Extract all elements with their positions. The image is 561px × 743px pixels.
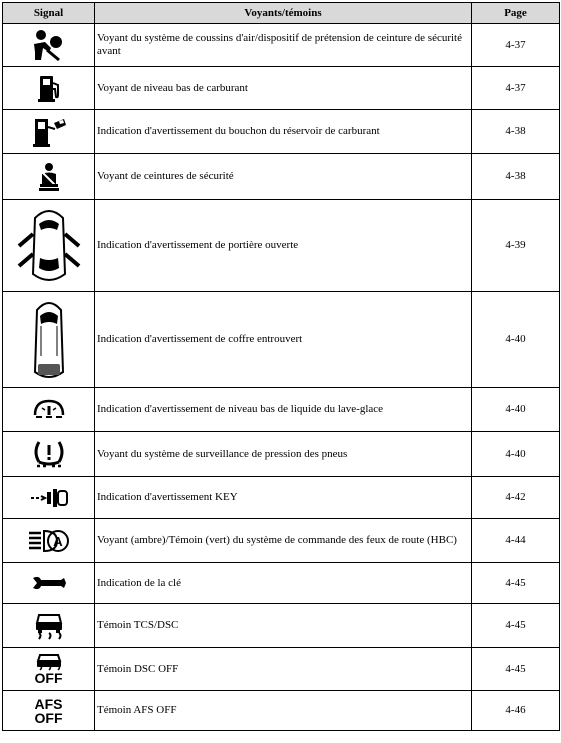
table-row	[3, 388, 560, 432]
table-row	[3, 519, 560, 563]
page-cell: 4-42	[472, 477, 560, 519]
description-cell: Témoin AFS OFF	[95, 691, 472, 731]
signal-cell	[3, 519, 95, 563]
page-cell: 4-40	[472, 292, 560, 388]
signal-cell	[3, 691, 95, 731]
signal-cell	[3, 292, 95, 388]
page-cell: 4-44	[472, 519, 560, 563]
signal-cell	[3, 388, 95, 432]
tcs-dsc-icon	[33, 611, 65, 641]
page-cell: 4-39	[472, 200, 560, 292]
page-cell: 4-45	[472, 604, 560, 648]
description-cell: Indication d'avertissement de coffre entrouvert	[95, 292, 472, 388]
header-description: Voyants/témoins	[95, 3, 472, 24]
table-row	[3, 432, 560, 477]
high-beam-control-icon	[27, 528, 71, 554]
signal-cell	[3, 154, 95, 200]
description-cell: Indication de la clé	[95, 563, 472, 604]
description-cell: Indication d'avertissement KEY	[95, 477, 472, 519]
low-fuel-icon	[34, 73, 64, 103]
table-row	[3, 154, 560, 200]
tire-pressure-icon	[31, 438, 67, 470]
svg-text:A: A	[52, 533, 63, 549]
table-row	[3, 67, 560, 110]
signal-cell	[3, 604, 95, 648]
header-signal: Signal	[3, 3, 95, 24]
signal-cell	[3, 477, 95, 519]
seatbelt-icon	[36, 162, 62, 192]
indicator-table	[2, 2, 560, 731]
door-open-icon	[13, 204, 85, 288]
header-page: Page	[472, 3, 560, 24]
page-cell: 4-38	[472, 154, 560, 200]
signal-cell	[3, 67, 95, 110]
afs-off-icon-line2: OFF	[34, 709, 63, 726]
wrench-icon	[31, 575, 67, 591]
trunk-open-icon	[29, 296, 69, 384]
signal-cell	[3, 200, 95, 292]
description-cell: Témoin DSC OFF	[95, 648, 472, 691]
page-cell: 4-38	[472, 110, 560, 154]
page-cell: 4-45	[472, 563, 560, 604]
signal-cell	[3, 110, 95, 154]
description-cell: Voyant du système de coussins d'air/dispositif de prétension de ceinture de sécurité avant	[95, 24, 472, 67]
table-row	[3, 110, 560, 154]
table-header-row	[3, 3, 560, 24]
table-row	[3, 648, 560, 691]
signal-cell	[3, 563, 95, 604]
table-row	[3, 200, 560, 292]
description-cell: Voyant de ceintures de sécurité	[95, 154, 472, 200]
signal-cell	[3, 24, 95, 67]
airbag-seatbelt-pretensioner-icon	[29, 28, 69, 62]
signal-cell	[3, 432, 95, 477]
description-cell: Indication d'avertissement de niveau bas de liquide du lave-glace	[95, 388, 472, 432]
page-cell: 4-40	[472, 388, 560, 432]
table-row	[3, 691, 560, 731]
description-cell: Voyant de niveau bas de carburant	[95, 67, 472, 110]
page-cell: 4-37	[472, 67, 560, 110]
washer-fluid-icon	[32, 397, 66, 423]
key-warning-icon	[29, 487, 69, 509]
fuel-cap-warning-icon	[29, 115, 69, 149]
table-row	[3, 292, 560, 388]
table-row	[3, 563, 560, 604]
page-cell: 4-46	[472, 691, 560, 731]
description-cell: Voyant (ambre)/Témoin (vert) du système de commande des feux de route (HBC)	[95, 519, 472, 563]
dsc-off-car-icon	[35, 653, 63, 671]
description-cell: Indication d'avertissement de portière ouverte	[95, 200, 472, 292]
table-row	[3, 604, 560, 648]
dsc-off-icon-label: OFF	[34, 670, 63, 686]
table-row	[3, 477, 560, 519]
page-cell: 4-40	[472, 432, 560, 477]
signal-cell	[3, 648, 95, 691]
afs-off-icon-line1: AFS	[34, 695, 63, 712]
description-cell: Voyant du système de surveillance de pression des pneus	[95, 432, 472, 477]
page-cell: 4-45	[472, 648, 560, 691]
page-cell: 4-37	[472, 24, 560, 67]
description-cell: Témoin TCS/DSC	[95, 604, 472, 648]
table-row	[3, 24, 560, 67]
description-cell: Indication d'avertissement du bouchon du réservoir de carburant	[95, 110, 472, 154]
